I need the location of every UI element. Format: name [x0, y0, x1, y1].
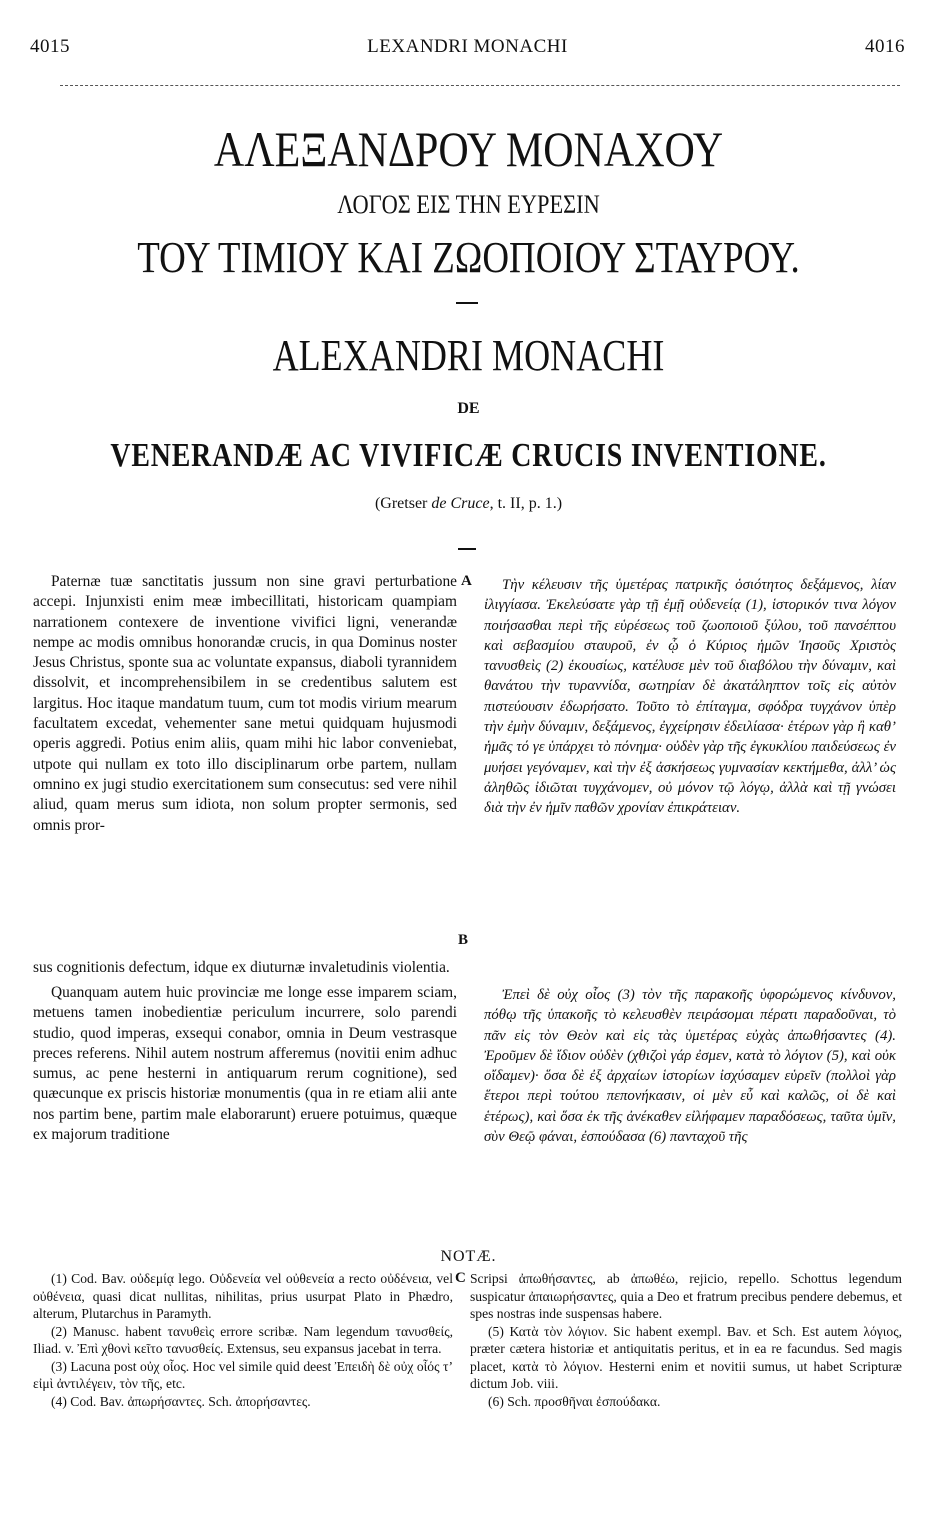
- notes-heading: NOTÆ.: [440, 1248, 497, 1265]
- greek-title-line3: ΤΟΥ ΤΙΜΙΟΥ ΚΑΙ ΖΩΟΠΟΙΟΥ ΣΤΑΥΡΟΥ.: [137, 233, 800, 282]
- notes-right-column: [470, 1270, 902, 1410]
- latin-paragraph-2: Quanquam autem huic provinciæ me longe esse imparem sciam, metuens tamen inobedientiæ periculum incurrere, solo parendi studio, quod imperas, exsequi conabor, omnia in Deum vestrasque preces referens. Nihil autem nostrum afferemus (novitii enim adhuc sumus, ac pene hesterni in antiquarum rerum cognitione), sed quæcunque ex priscis historiæ monumentis (qua in re etiam alii ante nos partim bene, partim male elaborarunt) eruere potuimus, quæque ex majorum traditione: [33, 984, 457, 1144]
- notes-left-column: [33, 1270, 453, 1410]
- running-title: LEXANDRI MONACHI: [367, 36, 568, 57]
- latin-column: [33, 572, 457, 836]
- note-6: (6) Sch. προσθῆναι ἐσπούδακα.: [488, 1393, 661, 1409]
- note-5: (5) Κατὰ τὸν λόγιον. Sic habent exempl. Bav. et Sch. Est autem λόγιος, præter cætera historiæ et antiquitatis peritus, et in ea re facundus. Sed magis placet, κατὰ τὸ λόγιον. Hesterni enim et novitii sumus, ut habet Scripturæ dictum Job. viii.: [470, 1323, 902, 1391]
- latin-column-2: [33, 983, 457, 1145]
- source-separator: [458, 548, 476, 550]
- greek-title-line2: ΛΟΓΟΣ ΕΙΣ ΤΗΝ ΕΥΡΕΣΙΝ: [337, 190, 600, 219]
- note-2: (2) Manusc. habent τανυθεὶς errore scribæ. Nam legendum τανυσθείς, Iliad. v. Ἐπὶ χθονὶ κεῖτο τανυσθείς. Extensus, seu expansus jacebat in terra.: [33, 1323, 453, 1356]
- note-3: (3) Lacuna post οὐχ οἷος. Hoc vel simile quid deest Ἐπειδὴ δὲ οὐχ οἷός τ’ εἰμὶ ἀντιλέγειν, τὸν τῆς, etc.: [33, 1358, 453, 1391]
- margin-marker-b: B: [458, 932, 469, 948]
- note-4: (4) Cod. Bav. ἀπωρήσαντες. Sch. ἀπορήσαντες.: [51, 1393, 311, 1409]
- margin-marker-c: C: [455, 1270, 466, 1286]
- greek-paragraph-2: Ἐπεὶ δὲ οὐχ οἷος (3) τὸν τῆς παρακοῆς ὑφορώμενος κίνδυνον, πόθῳ τῆς ὑπακοῆς τὸ κελευσθὲν πειράσομαι πέρατι παραδοῦναι, τὸ πᾶν εἰς τὸν Θεὸν καὶ εἰς τὰς ὑμετέρας εὐχὰς ἀπωθήσαντες (4). Ἐροῦμεν δὲ ἴδιον οὐδὲν (χθιζοὶ γάρ ἐσμεν, κατὰ τὸ λόγιον (5), καὶ οὐκ οἴδαμεν)· ὅσα δὲ ἐξ ἀρχαίων ἱστορίων ἰσχύσαμεν εὑρεῖν (πολλοὶ γὰρ ἕτεροι περὶ τούτου πεπονήκασιν, οἱ μὲν εὖ καὶ καλῶς, οἱ δὲ καὶ ἑτέρως), καὶ ὅσα ἐκ τῆς ἀνέκαθεν εἰλήφαμεν παραδόσεως, ταῦτα ὑμῖν, σὺν Θεῷ φάναι, ἐσπούδασα (6) πανταχοῦ τῆς: [484, 987, 896, 1146]
- source-citation: (Gretser de Cruce, t. II, p. 1.): [374, 495, 563, 512]
- greek-column-2: [484, 985, 896, 1147]
- greek-title-line1: ΑΛΕΞΑΝΔΡΟΥ ΜΟΝΑΧΟΥ: [213, 121, 724, 177]
- margin-marker-a: A: [461, 573, 472, 589]
- latin-title-de: DE: [457, 400, 480, 417]
- note-4-continued: Scripsi ἀπωθήσαντες, ab ἀπωθέω, rejicio, repello. Schottus legendum suspicatur ἀπαιωρήσαντες, quia a Deo et fratrum precibus pendere debemus, et spes nostras inde suspensas habere.: [470, 1271, 902, 1321]
- latin-paragraph-1: Paternæ tuæ sanctitatis jussum non sine gravi perturbatione accepi. Injunxisti enim meæ imbecillitati, historicam quampiam narrationem contexere de inventione vivifici ligni, venerandæ nempe ac modis omnibus honorandæ crucis, in qua Dominus noster Jesus Christus, sponte sua ac voluntate expansus, diaboli tyrannidem dissolvit, et incomprehensibilem in se credentibus salutem est largitus. Hoc itaque mandatum tuum, cum tot modis virium mearum facultatem excedat, vehementer sane metui quidquam hujusmodi operis aggredi. Potius enim aliis, quam mihi hic labor conveniebat, utpote qui nullam ex toto illo disciplinarum orbe partem, nullam omnino ex jugi studio exercitationem sum consecutus: sed vere nihil aliud, quam merus sum idiota, non solum propter sermonis, sed omnis pror-: [33, 573, 457, 834]
- latin-title-line1: ALEXANDRI MONACHI: [272, 331, 665, 380]
- title-separator: [456, 302, 478, 304]
- running-header: [30, 36, 905, 60]
- page-number-left: 4015: [30, 36, 70, 57]
- greek-column: [484, 575, 896, 819]
- greek-paragraph-1: Τὴν κέλευσιν τῆς ὑμετέρας πατρικῆς ὁσιότητος δεξάμενος, λίαν ἰλιγγίασα. Ἐκελεύσατε γὰρ τῇ ἐμῇ οὐδενείᾳ (1), ἱστορικόν τινα λόγον ποιήσασθαι περὶ τῆς εὑρέσεως τοῦ ζωοποιοῦ ξύλου, τοῦ πανσέπτου καὶ σεβασμίου σταυροῦ, ἐν ᾧ ὁ Κύριος ἡμῶν Ἰησοῦς Χριστὸς τανυσθεὶς (2) ἑκουσίως, κατέλυσε μὲν τοῦ διαβόλου τὴν δύναμιν, καὶ θανάτου τὴν τυραννίδα, σωτηρίαν δὲ ἀκατάληπτον τοῖς εἰς αὐτὸν πιστεύουσιν ἐδωρήσατο. Τοῦτο τὸ ἐπίταγμα, σφόδρα τυγχάνον ὑπὲρ τὴν ἐμὴν δύναμιν, δεξάμενος, ἐγχείρησιν ἐδειλίασα· ἑτέρων γὰρ ἢ καθ’ ἡμᾶς τό γε ὑπάρχει τὸ πόνημα· οὐδὲν γὰρ τῆς ἐγκυκλίου παιδεύσεως ἐν μυήσει γεγόναμεν, καὶ τὴν ἐξ ἀσκήσεως γυμνασίαν κεκτήμεθα, ἀλλ’ ὡς ἀληθῶς ἰδιῶται τυγχάνομεν, οὐ μόνον τῷ λόγῳ, ἀλλὰ καὶ τῇ γνώσει διὰ τὴν ἐν ἡμῖν παθῶν χρονίαν ἐπικράτειαν.: [484, 577, 896, 817]
- latin-title-line2: VENERANDÆ AC VIVIFICÆ CRUCIS INVENTIONE.: [110, 437, 827, 474]
- note-1: (1) Cod. Bav. οὐδεμίᾳ lego. Οὐδενεία vel οὐθενεία a recto οὐδένεια, vel οὐθένεια, quasi dicat nullitas, nihilitas, prius usurpat Plato in Phædro, alterum, Plutarchus in Paramyth.: [33, 1271, 453, 1321]
- page-number-right: 4016: [865, 36, 905, 57]
- header-rule: [60, 85, 900, 86]
- latin-spanning-line: sus cognitionis defectum, idque ex diuturnæ invaletudinis violentia.: [33, 959, 450, 976]
